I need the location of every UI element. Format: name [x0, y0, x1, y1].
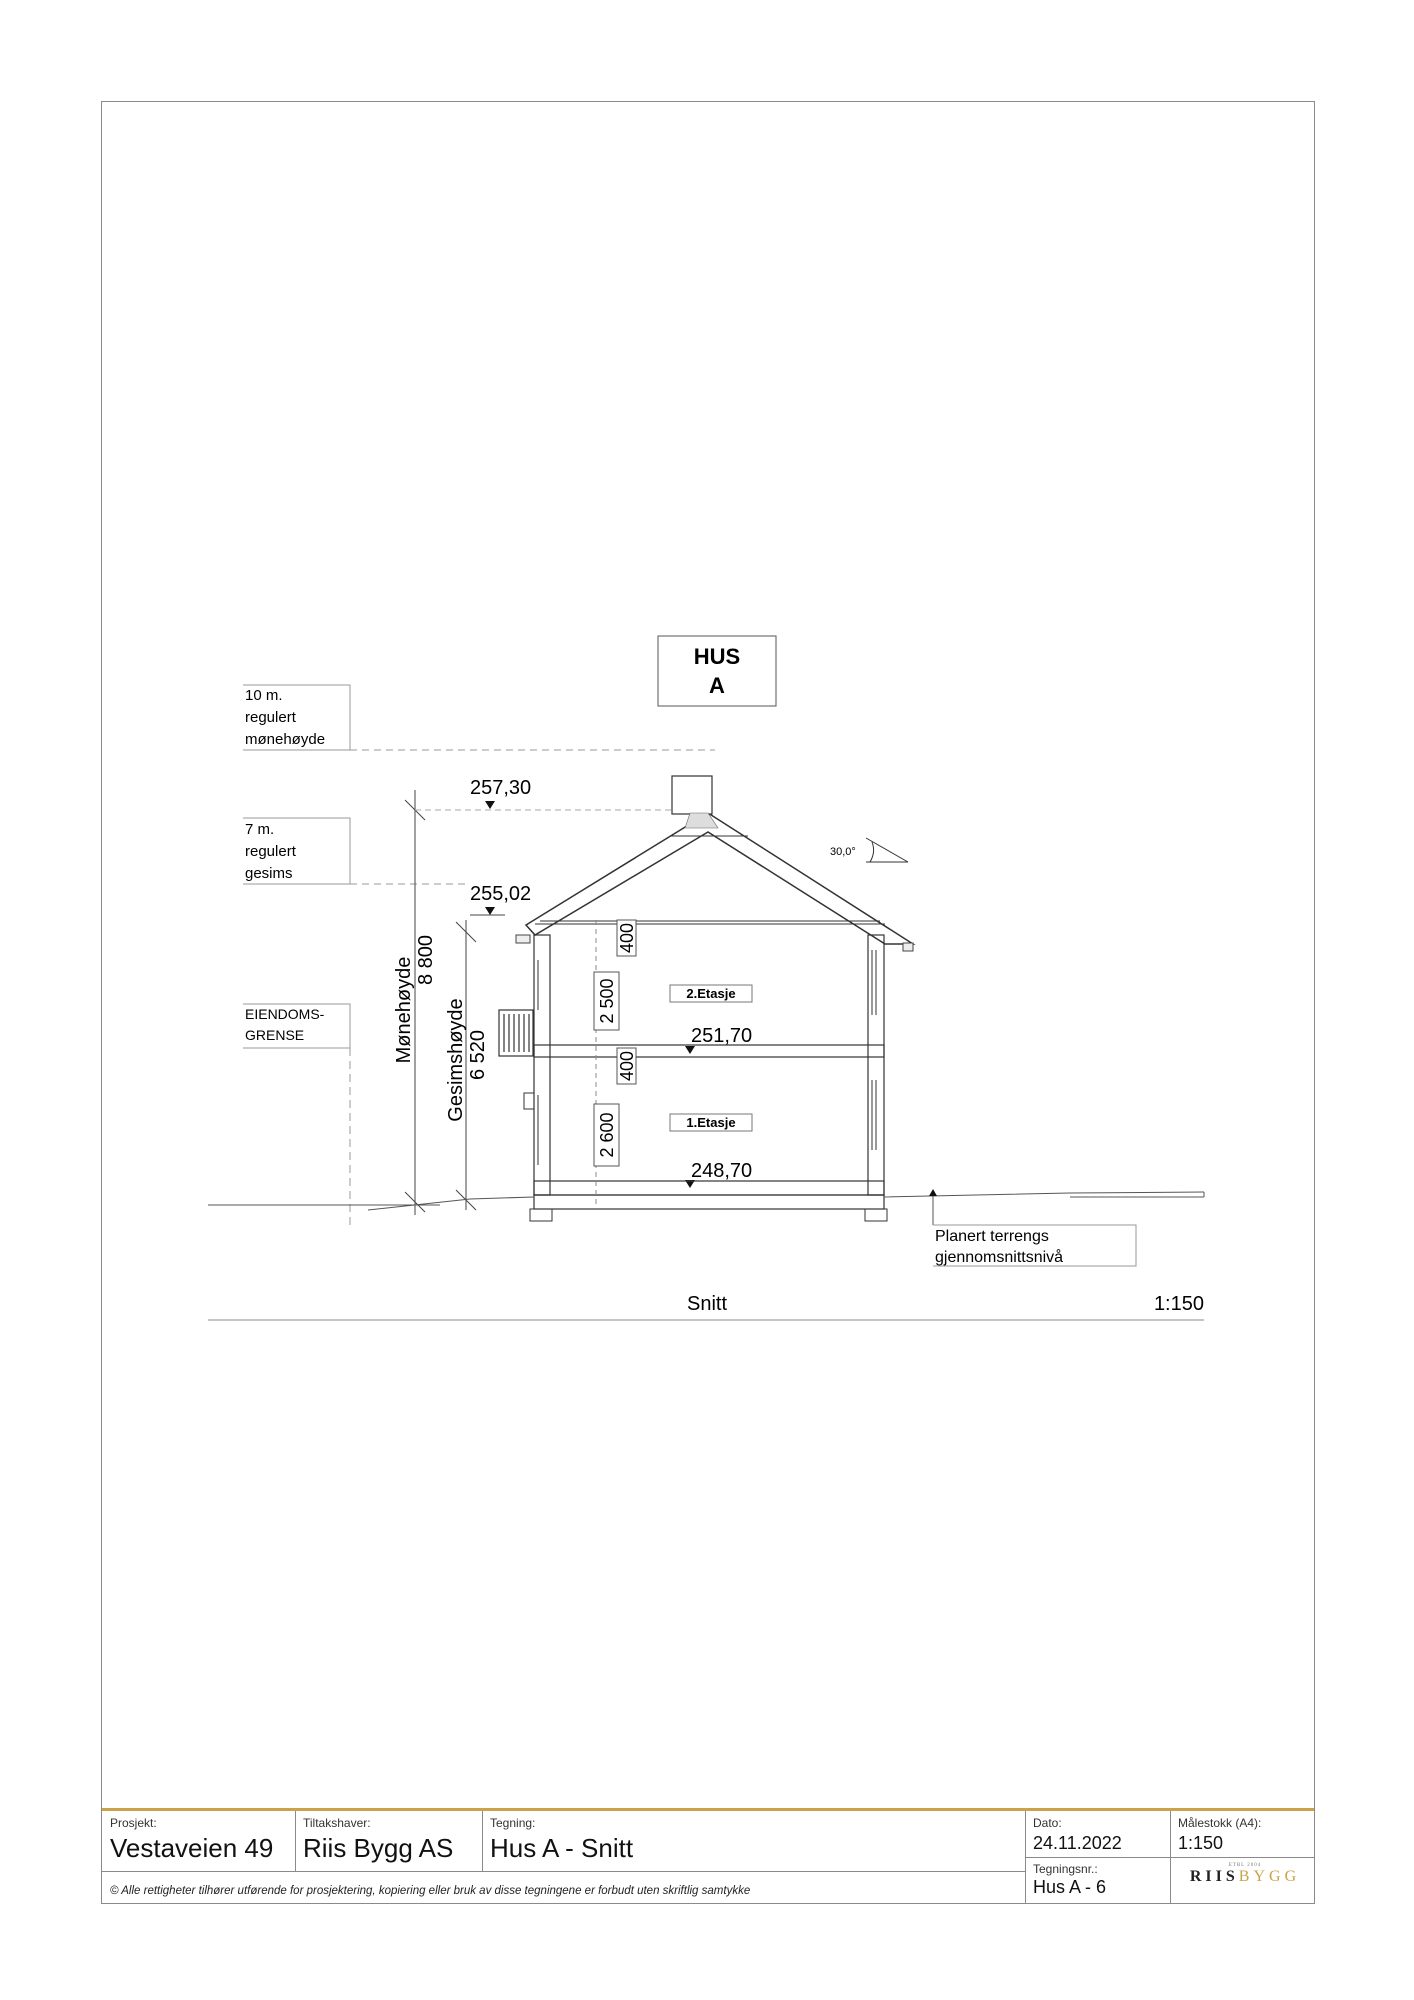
terrain-note-line-2: gjennomsnittsnivå: [935, 1249, 1064, 1266]
eave-limit-note: [243, 818, 470, 884]
logo-word-b: BYGG: [1238, 1868, 1301, 1885]
section-caption: [208, 1293, 1204, 1320]
client-cell: [295, 1811, 482, 1871]
copyright-notice: © Alle rettigheter tilhører utførende for prosjektering, kopiering eller bruk av disse tegningene er forbudt uten skriftlig samtykke: [110, 1885, 751, 1897]
scale-label: Målestokk (A4):: [1178, 1816, 1262, 1830]
section-name: Snitt: [686, 1293, 728, 1315]
building-label-line-2: A: [709, 673, 725, 698]
logo-word-a: RIIS: [1189, 1868, 1239, 1885]
number-value: Hus A - 6: [1033, 1877, 1107, 1897]
terrain-note-line-1: Planert terrengs: [935, 1228, 1049, 1245]
eave-limit-line-2: regulert: [245, 843, 296, 860]
ridge-height-value: 8 800: [415, 934, 437, 986]
client-label: Tiltakshaver:: [303, 1816, 371, 1830]
floor-structure-dim: 400: [617, 1050, 637, 1082]
eave-limit-line-3: gesims: [245, 865, 293, 882]
ridge-limit-line-1: 10 m.: [245, 687, 283, 704]
building-label: [658, 636, 776, 706]
level-eave-value: 255,02: [470, 883, 532, 905]
level-floor-2: [685, 1025, 752, 1054]
eave-limit-line-1: 7 m.: [245, 821, 275, 838]
scale-value: 1:150: [1178, 1833, 1224, 1853]
ridge-limit-line-2: regulert: [245, 709, 296, 726]
riis-bygg-logo: [1180, 1853, 1310, 1893]
level-ridge-value: 257,30: [470, 777, 532, 799]
drawing-cell: [482, 1811, 1025, 1871]
terrain: [208, 1189, 1204, 1266]
roof: [516, 776, 913, 954]
drawing-label: Tegning:: [490, 1816, 536, 1830]
level-eave: [470, 883, 531, 915]
project-value: Vestaveien 49: [110, 1833, 274, 1863]
level-floor-2-value: 251,70: [691, 1025, 753, 1047]
date-label: Dato:: [1033, 1816, 1062, 1830]
room-label-floor-2: 2.Etasje: [686, 986, 736, 1001]
eave-height-dimension: [445, 920, 489, 1210]
section-scale: 1:150: [1153, 1293, 1204, 1315]
project-cell: [102, 1811, 295, 1871]
room-labels: [670, 985, 752, 1131]
ridge-height-label: Mønehøyde: [393, 956, 415, 1064]
property-line-line-2: GRENSE: [245, 1027, 305, 1043]
floor-2-height-dim: 2 500: [597, 978, 617, 1024]
roof-pitch-value: 30,0°: [830, 846, 856, 858]
drawing-value: Hus A - Snitt: [490, 1833, 634, 1863]
date-value: 24.11.2022: [1033, 1833, 1122, 1853]
roof-pitch-symbol: [830, 838, 908, 862]
client-value: Riis Bygg AS: [303, 1833, 454, 1863]
property-line-line-1: EIENDOMS-: [245, 1006, 325, 1022]
eave-height-label: Gesimshøyde: [445, 998, 467, 1122]
floor-1-height-dim: 2 600: [597, 1112, 617, 1158]
logo-tagline: ETBL 2004: [1228, 1863, 1262, 1868]
building-label-line-1: HUS: [693, 644, 741, 669]
title-block: [102, 1808, 1314, 1903]
property-line-note: [243, 1004, 350, 1226]
number-label: Tegningsnr.:: [1033, 1862, 1098, 1876]
date-cell: [1025, 1811, 1170, 1857]
ridge-limit-note: [243, 685, 715, 750]
scale-cell: [1170, 1811, 1314, 1857]
room-label-floor-1: 1.Etasje: [686, 1115, 736, 1130]
level-floor-1-value: 248,70: [691, 1160, 753, 1182]
roof-structure-dim: 400: [617, 922, 637, 954]
ridge-limit-line-3: mønehøyde: [245, 731, 326, 748]
level-floor-1: [685, 1160, 752, 1188]
level-ridge: [470, 777, 531, 809]
internal-dimensions: [594, 920, 637, 1166]
number-cell: [1025, 1857, 1170, 1903]
project-label: Prosjekt:: [110, 1816, 157, 1830]
ridge-height-dimension: [393, 790, 690, 1215]
eave-height-value: 6 520: [467, 1029, 489, 1081]
